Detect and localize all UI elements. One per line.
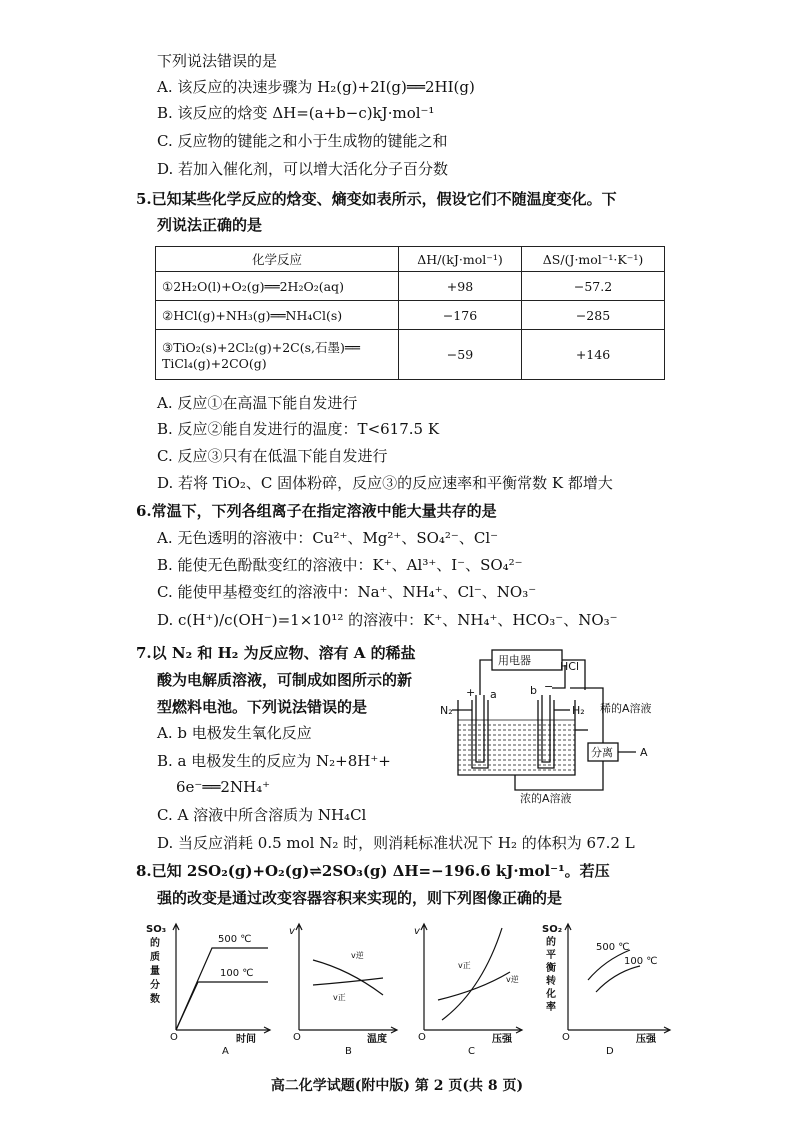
q7-stem-line1: 7.以 N₂ 和 H₂ 为反应物、溶有 A 的稀盐 bbox=[136, 644, 416, 662]
curve-v-reverse bbox=[313, 960, 383, 995]
q6-option-d: D. c(H⁺)/c(OH⁻)=1×10¹² 的溶液中：K⁺、NH₄⁺、HCO₃⁻、NO₃⁻ bbox=[157, 611, 618, 629]
graph-d-ylabel: 率 bbox=[546, 1002, 556, 1013]
table-cell-reaction: ②HCl(g)+NH₃(g)══NH₄Cl(s) bbox=[156, 301, 399, 330]
graph-d-label-100: 100 ℃ bbox=[624, 956, 658, 967]
graph-d-ylabel: 衡 bbox=[546, 963, 556, 974]
graph-b-origin: O bbox=[293, 1032, 301, 1043]
q4-stem: 下列说法错误的是 bbox=[157, 52, 278, 70]
graph-d-origin: O bbox=[562, 1032, 570, 1043]
q7-stem-line3: 型燃料电池。下列说法错误的是 bbox=[157, 698, 368, 716]
h2-label: H₂ bbox=[572, 704, 585, 717]
electrode-a bbox=[472, 700, 488, 768]
graph-a-ylabel: 质 bbox=[150, 952, 160, 963]
q4-option-b: B. 该反应的焓变 ΔH=(a+b−c)kJ·mol⁻¹ bbox=[157, 104, 435, 122]
q6-option-b: B. 能使无色酚酞变红的溶液中：K⁺、Al³⁺、I⁻、SO₄²⁻ bbox=[157, 556, 523, 574]
curve-100 bbox=[596, 966, 640, 992]
graph-d-ylabel: 的 bbox=[546, 937, 556, 948]
graph-d-ylabel: 转 bbox=[546, 976, 556, 987]
graph-b-ylabel: v bbox=[289, 926, 295, 937]
graph-a-ylabel: 数 bbox=[150, 994, 160, 1005]
q6-stem: 6.常温下，下列各组离子在指定溶液中能大量共存的是 bbox=[136, 502, 497, 520]
q5-stem-line1: 5.已知某些化学反应的焓变、熵变如表所示，假设它们不随温度变化。下 bbox=[136, 190, 617, 208]
q7-option-c: C. A 溶液中所含溶质为 NH₄Cl bbox=[157, 806, 367, 824]
table-header-dh: ΔH/(kJ·mol⁻¹) bbox=[399, 247, 522, 272]
table-cell-dh: +98 bbox=[399, 272, 522, 301]
graph-b-curve1-label: v逆 bbox=[351, 951, 364, 960]
table-cell-dh: −59 bbox=[399, 330, 522, 380]
q5-option-a: A. 反应①在高温下能自发进行 bbox=[157, 394, 358, 412]
graph-c-curve1-label: v正 bbox=[458, 961, 471, 970]
graph-a-label-500: 500 ℃ bbox=[218, 934, 252, 945]
q8-stem-line2: 强的改变是通过改变容器容积来实现的，则下列图像正确的是 bbox=[157, 889, 563, 907]
graph-c-tag: C bbox=[468, 1046, 475, 1055]
hcl-label: HCl bbox=[560, 660, 580, 673]
curve-v-forward bbox=[442, 928, 502, 1020]
separator-label: 分离 bbox=[591, 746, 613, 759]
graph-d-ylabel: SO₂ bbox=[542, 924, 563, 935]
curve-100 bbox=[176, 982, 268, 1030]
graph-a-tag: A bbox=[222, 1046, 229, 1055]
curve-500 bbox=[176, 948, 268, 1030]
graph-d bbox=[540, 920, 680, 1055]
dilute-label: 稀的A溶液 bbox=[600, 702, 652, 715]
reaction-line1: ③TiO₂(s)+2Cl₂(g)+2C(s,石墨)══ bbox=[162, 340, 360, 355]
q7-option-b-cont: 6e⁻══2NH₄⁺ bbox=[176, 778, 271, 796]
graph-a-xlabel: 时间 bbox=[236, 1034, 256, 1045]
electrode-b-label: b bbox=[530, 684, 537, 697]
table-header-ds: ΔS/(J·mol⁻¹·K⁻¹) bbox=[522, 247, 665, 272]
table-row bbox=[156, 301, 665, 330]
electrode-a-label: a bbox=[490, 688, 497, 701]
reaction-line2: TiCl₄(g)+2CO(g) bbox=[162, 356, 267, 371]
table-cell-reaction bbox=[156, 330, 399, 380]
graph-c bbox=[410, 920, 530, 1055]
electrode-b bbox=[538, 700, 554, 768]
graph-c-xlabel: 压强 bbox=[492, 1034, 512, 1045]
table-cell-reaction: ①2H₂O(l)+O₂(g)══2H₂O₂(aq) bbox=[156, 272, 399, 301]
plus-sign: + bbox=[466, 686, 476, 699]
graph-b bbox=[285, 920, 405, 1055]
graph-a-ylabel: 量 bbox=[150, 966, 160, 977]
graph-a-origin: O bbox=[170, 1032, 178, 1043]
graph-a-ylabel: 的 bbox=[150, 938, 160, 949]
graph-a bbox=[140, 920, 280, 1055]
q5-option-b: B. 反应②能自发进行的温度：T<617.5 K bbox=[157, 420, 440, 438]
graph-a-ylabel: 分 bbox=[150, 980, 160, 991]
q7-option-b: B. a 电极发生的反应为 N₂+8H⁺+ bbox=[157, 752, 391, 770]
reaction-table bbox=[155, 246, 665, 380]
q5-option-c: C. 反应③只有在低温下能自发进行 bbox=[157, 447, 388, 465]
q8-stem-line1: 8.已知 2SO₂(g)+O₂(g)⇌2SO₃(g) ΔH=−196.6 kJ·mol⁻¹。若压 bbox=[136, 862, 610, 880]
q5-stem-line2: 列说法正确的是 bbox=[157, 216, 263, 234]
graph-a-ylabel: SO₃ bbox=[146, 924, 167, 935]
q6-option-a: A. 无色透明的溶液中：Cu²⁺、Mg²⁺、SO₄²⁻、Cl⁻ bbox=[157, 529, 499, 547]
graph-d-label-500: 500 ℃ bbox=[596, 942, 630, 953]
page-footer: 高二化学试题(附中版) 第 2 页(共 8 页) bbox=[270, 1078, 524, 1094]
table-cell-ds: −285 bbox=[522, 301, 665, 330]
table-cell-ds: +146 bbox=[522, 330, 665, 380]
q4-option-d: D. 若加入催化剂，可以增大活化分子百分数 bbox=[157, 160, 449, 178]
graph-b-curve2-label: v正 bbox=[333, 993, 346, 1002]
curve-v-forward bbox=[313, 978, 383, 985]
graph-d-tag: D bbox=[606, 1046, 614, 1055]
minus-sign: − bbox=[544, 680, 554, 693]
q7-option-a: A. b 电极发生氧化反应 bbox=[157, 724, 312, 742]
graph-c-curve2-label: v逆 bbox=[506, 975, 519, 984]
device-label: 用电器 bbox=[498, 654, 531, 667]
table-row bbox=[156, 330, 665, 380]
table-cell-dh: −176 bbox=[399, 301, 522, 330]
q5-option-d: D. 若将 TiO₂、C 固体粉碎，反应③的反应速率和平衡常数 K 都增大 bbox=[157, 474, 613, 492]
graph-c-ylabel: v bbox=[414, 926, 420, 937]
q6-option-c: C. 能使甲基橙变红的溶液中：Na⁺、NH₄⁺、Cl⁻、NO₃⁻ bbox=[157, 583, 537, 601]
q4-option-a: A. 该反应的决速步骤为 H₂(g)+2I(g)══2HI(g) bbox=[157, 78, 475, 96]
q7-stem-line2: 酸为电解质溶液，可制成如图所示的新 bbox=[157, 671, 413, 689]
graph-a-label-100: 100 ℃ bbox=[220, 968, 254, 979]
graph-b-tag: B bbox=[345, 1046, 352, 1055]
product-label: A bbox=[640, 746, 648, 759]
table-row bbox=[156, 272, 665, 301]
n2-label: N₂ bbox=[440, 704, 453, 717]
q4-option-c: C. 反应物的键能之和小于生成物的键能之和 bbox=[157, 132, 448, 150]
fuel-cell-diagram bbox=[440, 640, 680, 805]
graph-b-xlabel: 温度 bbox=[367, 1034, 387, 1045]
graph-d-ylabel: 化 bbox=[546, 989, 556, 1000]
concentrated-label: 浓的A溶液 bbox=[520, 792, 572, 805]
table-cell-ds: −57.2 bbox=[522, 272, 665, 301]
graph-c-origin: O bbox=[418, 1032, 426, 1043]
q7-option-d: D. 当反应消耗 0.5 mol N₂ 时，则消耗标准状况下 H₂ 的体积为 67.2 L bbox=[157, 834, 635, 852]
graph-d-ylabel: 平 bbox=[546, 950, 556, 961]
graph-d-xlabel: 压强 bbox=[636, 1034, 656, 1045]
table-header-reaction: 化学反应 bbox=[156, 247, 399, 272]
